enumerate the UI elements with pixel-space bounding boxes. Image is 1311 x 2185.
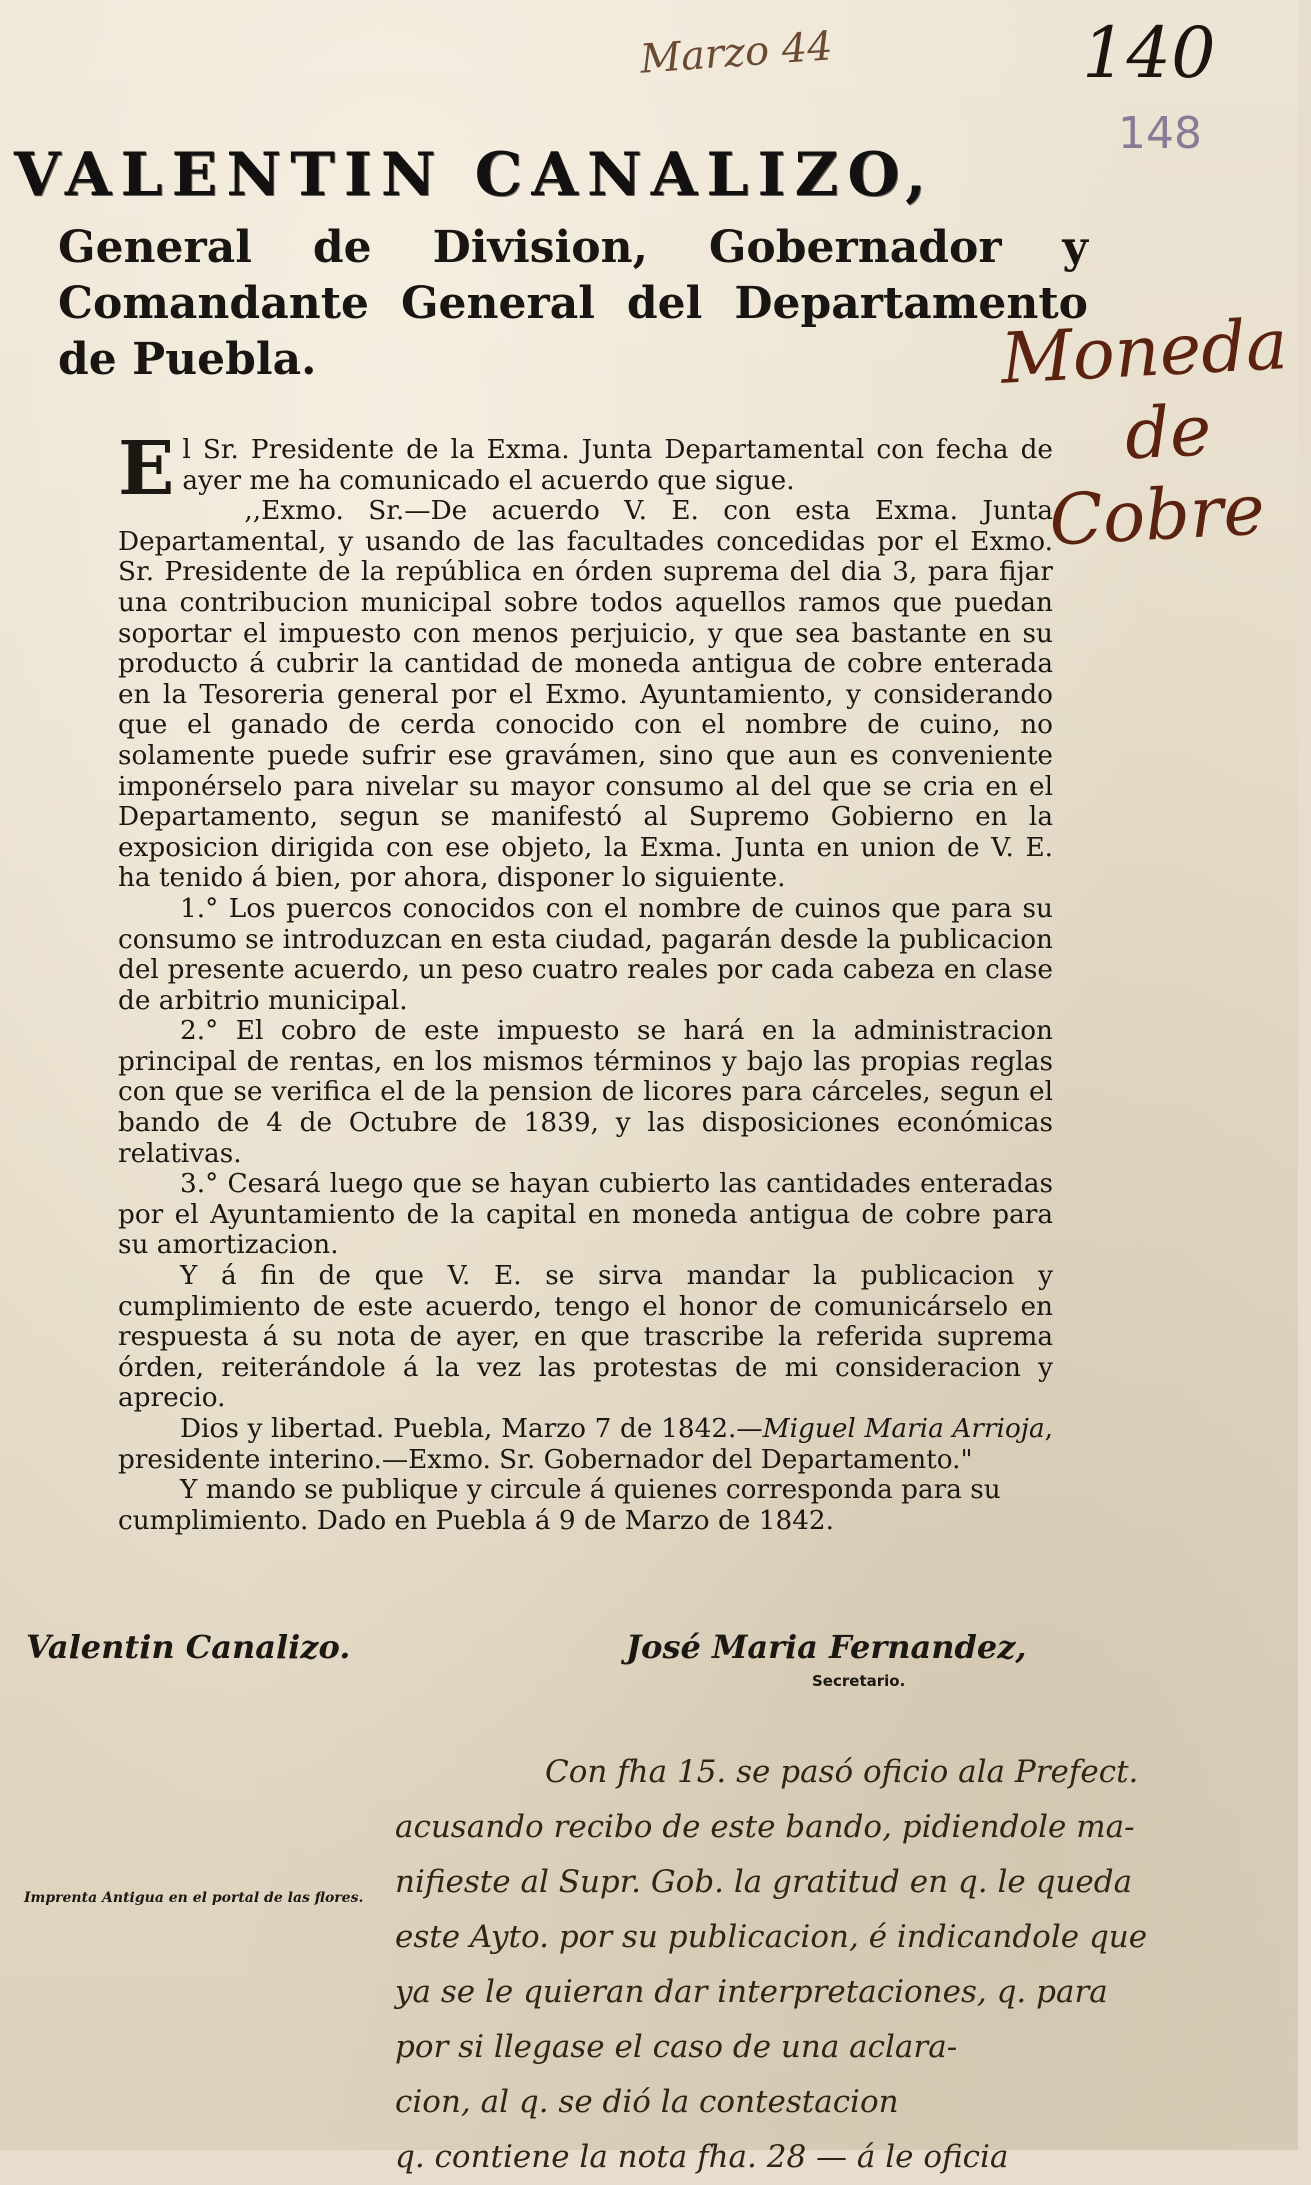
stamped-number: 148: [1118, 108, 1202, 159]
note-line: q. contiene la nota fha. 28 — á le oficia: [395, 2139, 1009, 2175]
side-note-line: Moneda: [998, 303, 1290, 400]
secretary-role: Secretario.: [812, 1672, 906, 1690]
note-line: cion, al q. se dió la contestacion: [395, 2084, 899, 2120]
handwritten-note: [395, 1745, 1290, 2185]
heading-name: VALENTIN CANALIZO,: [14, 140, 936, 210]
side-note-line: de: [1122, 389, 1214, 476]
note-line: acusando recibo de este bando, pidiendole ma-: [395, 1809, 1135, 1845]
heading-title: General de Division, Gobernador y Comandante General del Departamento de Puebla.: [58, 222, 1088, 385]
paragraph-final: Y mando se publique y circule á quienes corresponda para su cumplimiento. Dado en Puebla á 9 de Marzo de 1842.: [118, 1475, 1001, 1536]
handwritten-date: Marzo 44: [638, 23, 835, 83]
paragraph: 3.° Cesará luego que se hayan cubierto las cantidades enteradas por el Ayuntamiento de la capital en moneda antigua de cobre para su amortizacion.: [118, 1169, 1053, 1261]
drop-cap: E: [118, 426, 175, 512]
note-line: nifieste al Supr. Gob. la gratitud en q. le queda: [395, 1864, 1133, 1900]
governor-signature: Valentin Canalizo.: [26, 1628, 351, 1666]
document-header: [14, 140, 1088, 388]
decree-body: [118, 426, 1053, 1536]
secretary-signature: José Maria Fernandez,: [626, 1628, 1027, 1666]
paragraph: 2.° El cobro de este impuesto se hará en la administracion principal de rentas, en los mismos términos y bajo las propias reglas con que se verifica el de la pension de licores para cárceles, segun el bando de 4 de Octubre de 1839, y las disposiciones económicas relativas.: [118, 1016, 1053, 1169]
paragraph-closing: Dios y libertad. Puebla, Marzo 7 de 1842.—Miguel Maria Arrioja, presidente interino.—Exmo. Sr. Gobernador del Departamento.": [118, 1414, 1053, 1475]
printer-imprint: Imprenta Antigua en el portal de las flores.: [24, 1890, 364, 1906]
paragraph: El Sr. Presidente de la Exma. Junta Departamental con fecha de ayer me ha comunicado el acuerdo que sigue.: [118, 426, 1053, 512]
note-line: ya se le quieran dar interpretaciones, q. para: [395, 1974, 1108, 2010]
note-line: por si llegase el caso de una aclara-: [395, 2029, 958, 2065]
paragraph: 1.° Los puercos conocidos con el nombre de cuinos que para su consumo se introduzcan en esta ciudad, pagarán desde la publicacion del presente acuerdo, un peso cuatro reales por cada cabeza en clase de arbitrio municipal.: [118, 893, 1053, 1016]
note-line: Con fha 15. se pasó oficio ala Prefect.: [545, 1754, 1139, 1790]
handwritten-number: 140: [1082, 12, 1216, 94]
side-note-line: Cobre: [1047, 468, 1267, 562]
paragraph: Y á fin de que V. E. se sirva mandar la publicacion y cumplimiento de este acuerdo, tengo el honor de comunicárselo en respuesta á su nota de ayer, en que trascribe la referida suprema órden, reiterándole á la vez las protestas de mi consideracion y aprecio.: [118, 1261, 1053, 1414]
note-line: este Ayto. por su publicacion, é indicandole que: [395, 1919, 1148, 1955]
paragraph: ,,Exmo. Sr.—De acuerdo V. E. con esta Exma. Junta Departamental, y usando de las facultades concedidas por el Exmo. Sr. Presidente de la república en órden suprema del dia 3, para fijar una contribucion municipal sobre todos aquellos ramos que puedan soportar el impuesto con menos perjuicio, y que sea bastante en su producto á cubrir la cantidad de moneda antigua de cobre enterada en la Tesoreria general por el Exmo. Ayuntamiento, y considerando que el ganado de cerda conocido con el nombre de cuino, no solamente puede sufrir ese gravámen, sino que aun es conveniente imponérselo para nivelar su mayor consumo al del que se cria en el Departamento, segun se manifestó al Supremo Gobierno en la exposicion dirigida con ese objeto, la Exma. Junta en union de V. E. ha tenido á bien, por ahora, disponer lo siguiente.: [118, 496, 1053, 894]
